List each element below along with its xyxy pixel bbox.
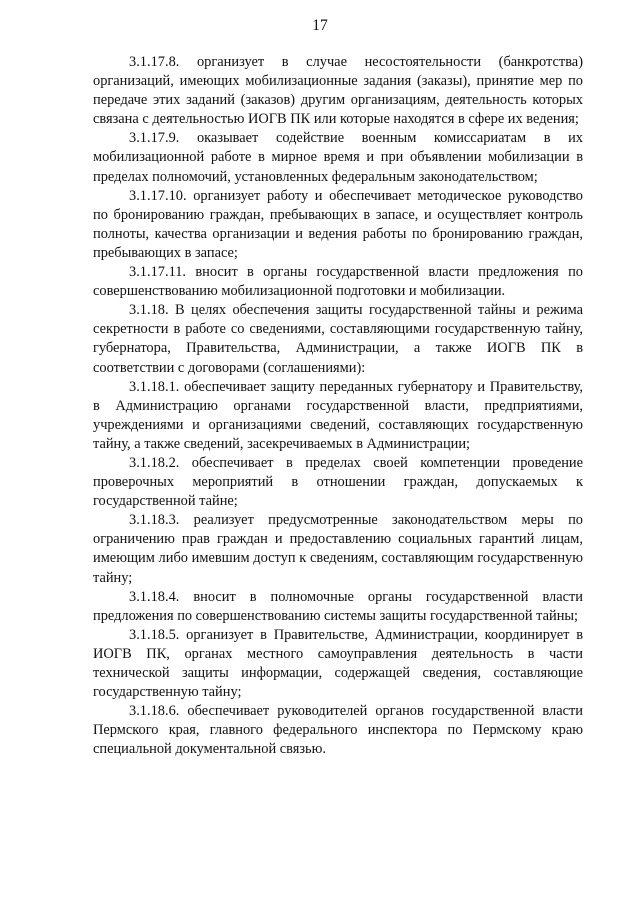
paragraph-3-1-17-9: 3.1.17.9. оказывает содействие военным комиссариатам в их мобилизационной работе в мирное время и при объявлении мобилизации в пределах полномочий, установленных федеральным законодательством;: [93, 130, 583, 185]
page-number: 17: [312, 17, 328, 34]
paragraph-3-1-18-4: 3.1.18.4. вносит в полномочные органы государственной власти предложения по совершенствованию системы защиты государственной тайны;: [93, 588, 583, 624]
paragraph-3-1-17-11: 3.1.17.11. вносит в органы государственной власти предложения по совершенствованию мобилизационной подготовки и мобилизации.: [93, 264, 583, 300]
paragraph-3-1-17-10: 3.1.17.10. организует работу и обеспечивает методическое руководство по бронированию граждан, пребывающих в запасе, и осуществляет контроль полноты, качества организации и ведения работы по бронированию граждан, пребывающих в запасе;: [93, 187, 583, 261]
paragraph-3-1-18-6: 3.1.18.6. обеспечивает руководителей органов государственной власти Пермского края, главного федерального инспектора по Пермскому краю специальной документальной связью.: [93, 703, 583, 758]
paragraph-3-1-17-8: 3.1.17.8. организует в случае несостоятельности (банкротства) организаций, имеющих мобилизационные задания (заказы), принятие мер по передаче этих заданий (заказов) другим организациям, деятельность которых связана с деятельностью ИОГВ ПК или которые находятся в сфере их ведения;: [93, 54, 583, 128]
paragraph-3-1-18-2: 3.1.18.2. обеспечивает в пределах своей компетенции проведение проверочных мероприятий в отношении граждан, допускаемых к государственной тайне;: [93, 454, 583, 510]
document-body: [93, 53, 583, 759]
paragraph-3-1-18: 3.1.18. В целях обеспечения защиты государственной тайны и режима секретности в работе со сведениями, составляющими государственную тайну, губернатора, Правительства, Администрации, а также ИОГВ ПК в соответствии с договорами (соглашениями):: [93, 302, 583, 376]
paragraph-3-1-18-5: 3.1.18.5. организует в Правительстве, Администрации, координирует в ИОГВ ПК, органах местного самоуправления деятельность в части технической защиты информации, содержащей сведения, составляющие государственную тайну;: [93, 626, 583, 701]
paragraph-3-1-18-3: 3.1.18.3. реализует предусмотренные законодательством меры по ограничению прав граждан и предоставлению социальных гарантий лицам, имеющим либо имевшим доступ к сведениям, составляющим государственную тайну;: [93, 512, 583, 586]
paragraph-3-1-18-1: 3.1.18.1. обеспечивает защиту переданных губернатору и Правительству, в Администрацию органами государственной власти, предприятиями, учреждениями и организациями сведений, составляющих государственную тайну, а также сведений, засекречиваемых в Администрации;: [93, 378, 583, 452]
